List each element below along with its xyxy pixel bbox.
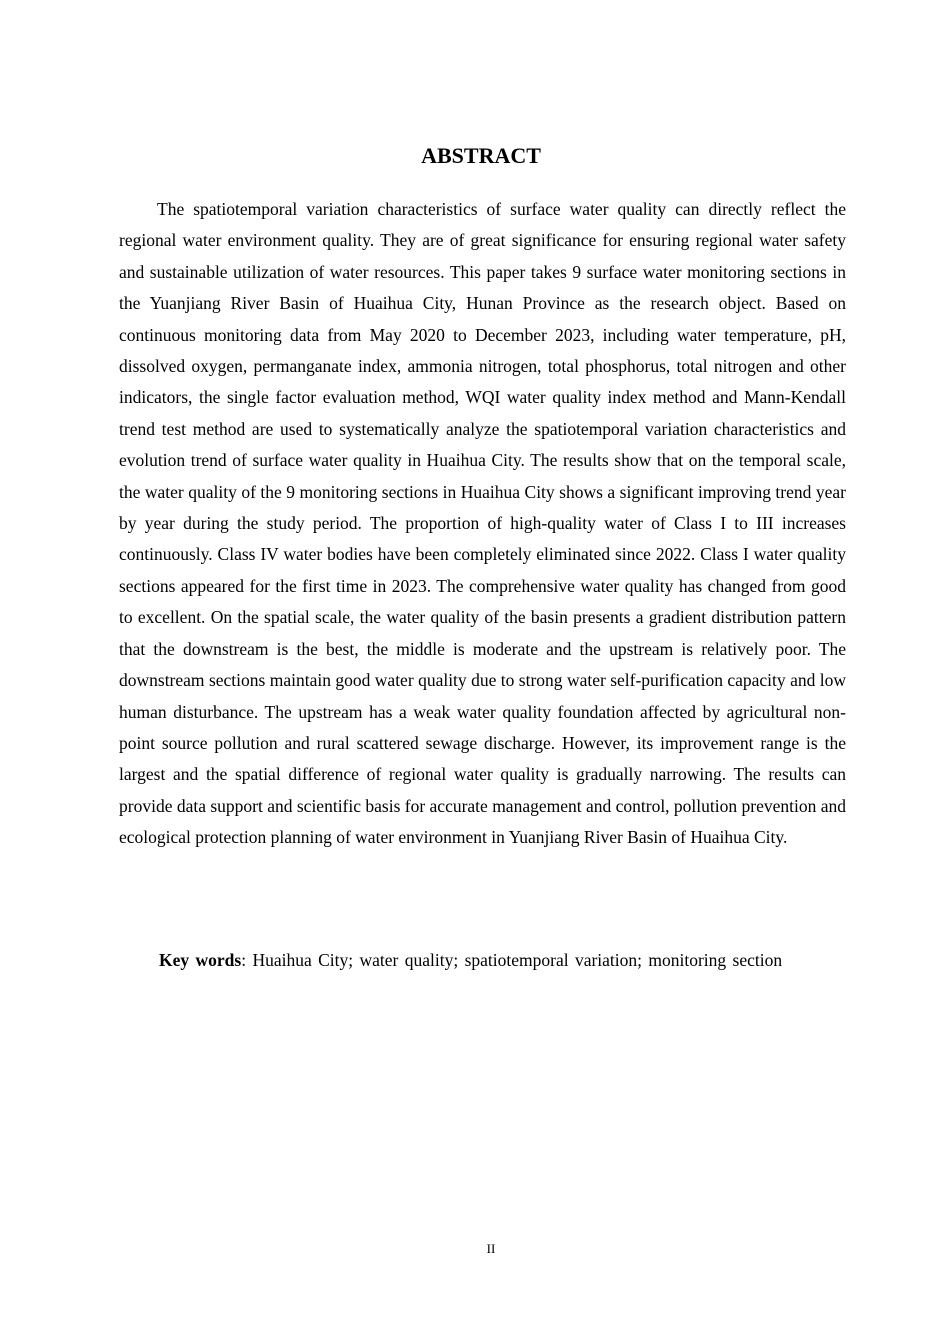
keywords-label: Key words <box>159 950 242 970</box>
keywords-paragraph <box>119 944 809 976</box>
keywords-list: Huaihua City; water quality; spatiotemporal variation; monitoring section <box>252 950 783 970</box>
abstract-body: The spatiotemporal variation characteristics of surface water quality can directly reflect the regional water environment quality. They are of great significance for ensuring regional water safety and sustainable utilization of water resources. This paper takes 9 surface water monitoring sections in the Yuanjiang River Basin of Huaihua City, Hunan Province as the research object. Based on continuous monitoring data from May 2020 to December 2023, including water temperature, pH, dissolved oxygen, permanganate index, ammonia nitrogen, total phosphorus, total nitrogen and other indicators, the single factor evaluation method, WQI water quality index method and Mann-Kendall trend test method are used to systematically analyze the spatiotemporal variation characteristics and evolution trend of surface water quality in Huaihua City. The results show that on the temporal scale, the water quality of the 9 monitoring sections in Huaihua City shows a significant improving trend year by year during the study period. The proportion of high-quality water of Class I to III increases continuously. Class IV water bodies have been completely eliminated since 2022. Class I water quality sections appeared for the first time in 2023. The comprehensive water quality has changed from good to excellent. On the spatial scale, the water quality of the basin presents a gradient distribution pattern that the downstream is the best, the middle is moderate and the upstream is relatively poor. The downstream sections maintain good water quality due to strong water self-purification capacity and low human disturbance. The upstream has a weak water quality foundation affected by agricultural non-point source pollution and rural scattered sewage discharge. However, its improvement range is the largest and the spatial difference of regional water quality is gradually narrowing. The results can provide data support and scientific basis for accurate management and control, pollution prevention and ecological protection planning of water environment in Yuanjiang River Basin of Huaihua City. <box>119 199 846 848</box>
keywords-separator: : <box>241 950 253 970</box>
page-number: II <box>486 1241 496 1256</box>
abstract-title: ABSTRACT <box>421 143 541 168</box>
